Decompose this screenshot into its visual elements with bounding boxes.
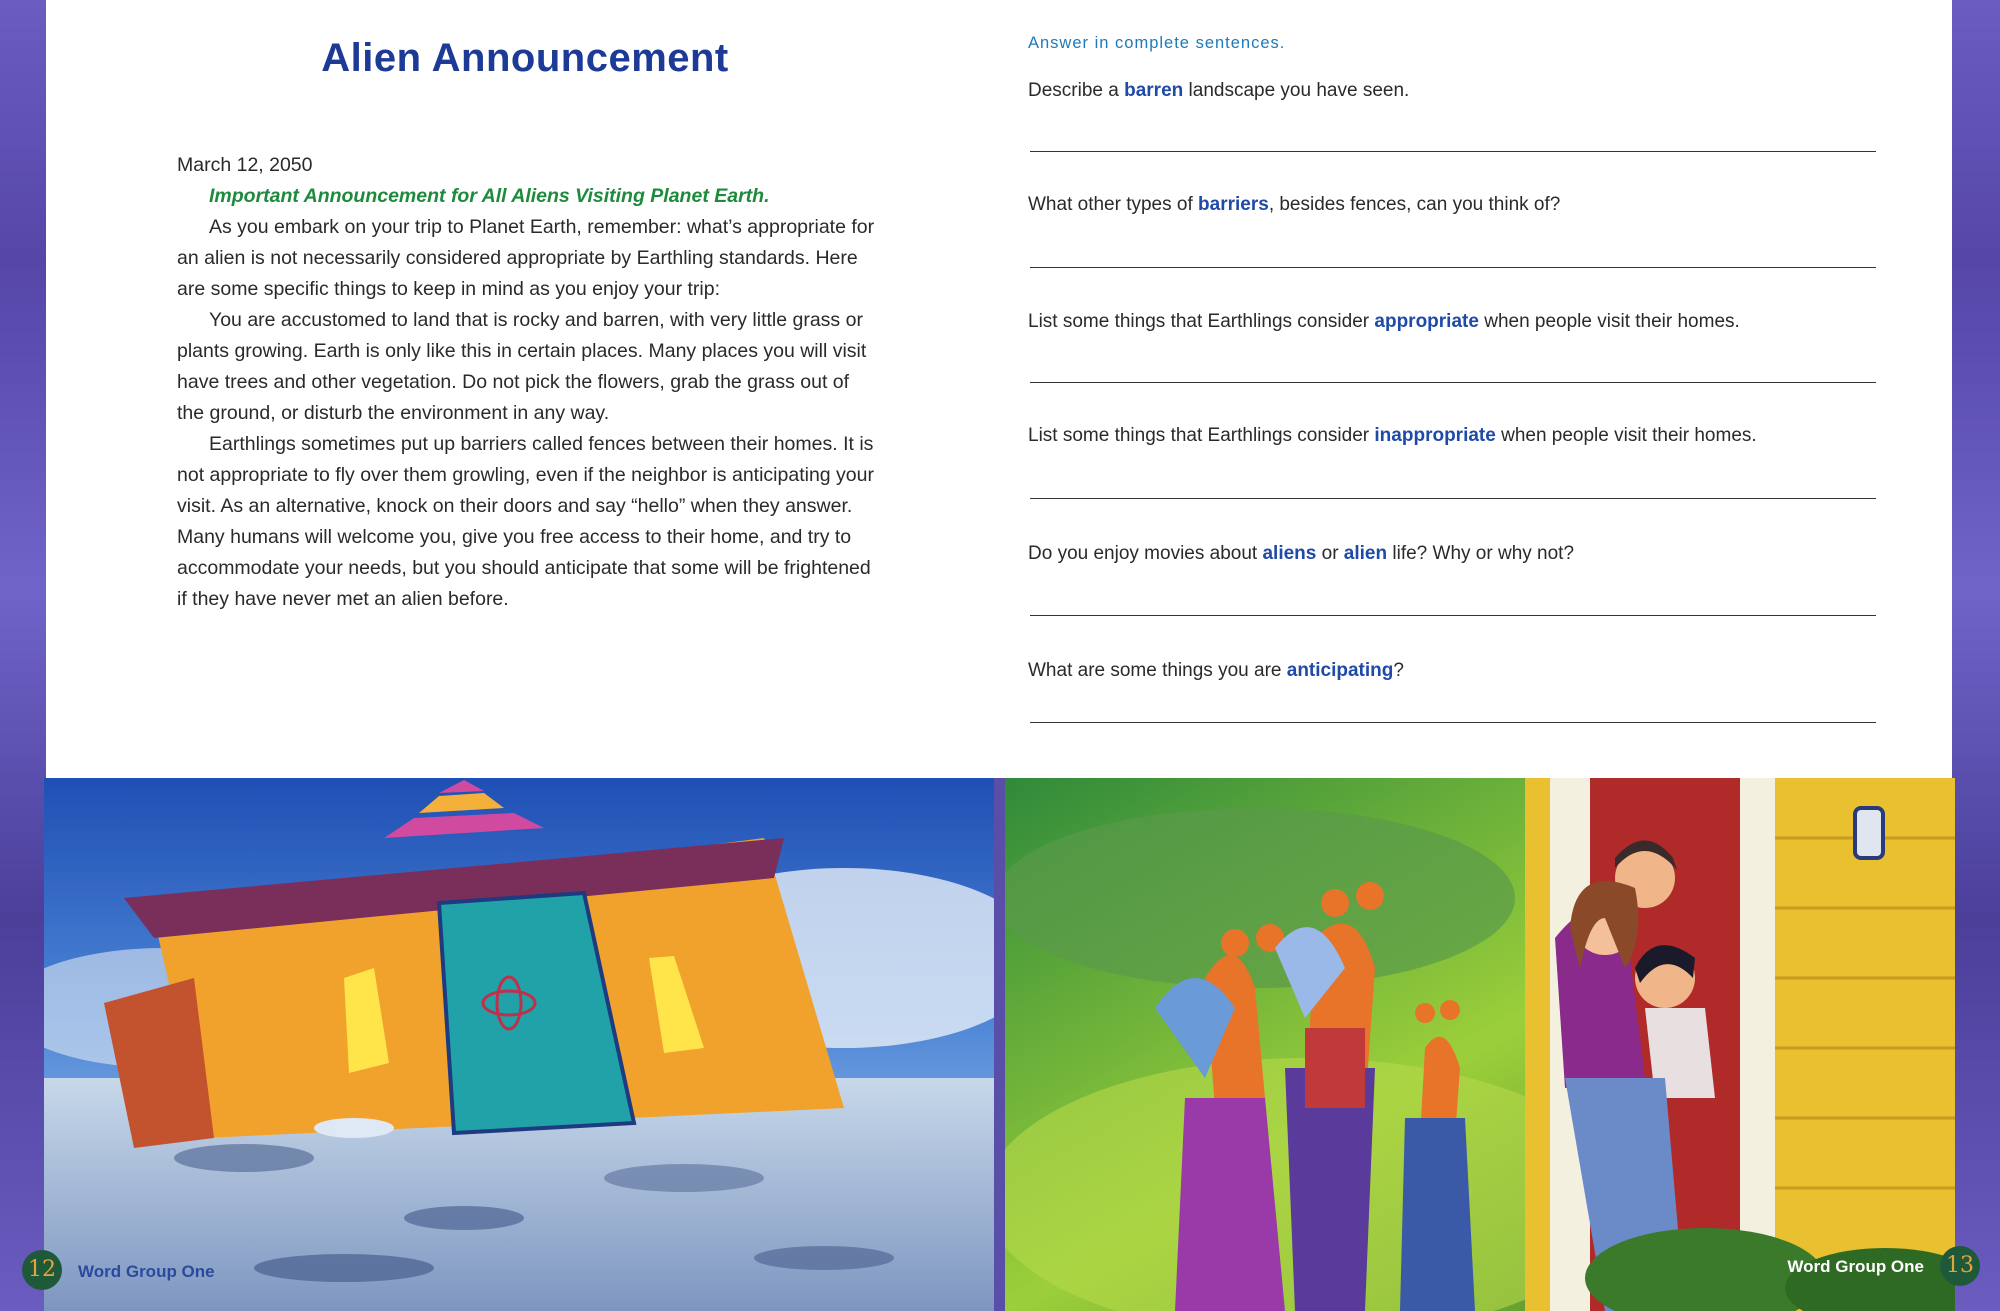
vocab-word: alien [1343,543,1388,564]
question-6: What are some things you are anticipating? [1028,660,1404,681]
aliens-at-door-picture [1005,778,1955,1311]
aliens-visit-illustration [1005,778,1955,1311]
vocab-word: anticipating [1286,660,1394,681]
announcement-headline: Important Announcement for All Aliens Visiting Planet Earth. [209,185,770,207]
question-3: List some things that Earthlings consider appropriate when people visit their homes. [1028,311,1740,332]
story-paragraph: You are accustomed to land that is rocky and barren, with very little grass or plants growing. Earth is only like this in certain places. Many places you will visit have trees and other vegetation. Do not pick the flowers, grab the grass out of the ground, or disturb the environment in any way. [177,309,867,424]
answer-line-5[interactable] [1030,615,1876,616]
answer-line-4[interactable] [1030,498,1876,499]
instruction-text: Answer in complete sentences. [1028,34,1286,52]
page-title: Alien Announcement [321,36,729,80]
announcement-date: March 12, 2050 [177,154,313,176]
question-4: List some things that Earthlings consider inappropriate when people visit their homes. [1028,425,1757,446]
story-paragraph: Earthlings sometimes put up barriers called fences between their homes. It is not appropriate to fly over them growling, even if the neighbor is anticipating your visit. As an alternative, knock on their doors and say “hello” when they answer. Many humans will welcome you, give you free access to their home, and try to accommodate your needs, but you should anticipate that some will be frightened if they have never met an alien before. [177,433,874,610]
vocab-word: appropriate [1374,311,1479,332]
answer-line-3[interactable] [1030,382,1876,383]
left-page-border [0,0,48,1311]
page-number: 12 [22,1250,62,1290]
question-2: What other types of barriers, besides fences, can you think of? [1028,194,1561,215]
answer-line-6[interactable] [1030,722,1876,723]
right-page-border [1952,0,2000,1311]
question-1: Describe a barren landscape you have seen. [1028,80,1410,101]
announcement-story [177,150,877,615]
page-number: 13 [1940,1246,1980,1286]
footer-label: Word Group One [1787,1257,1924,1276]
right-page [1000,0,2000,1311]
footer-label: Word Group One [78,1262,215,1281]
spaceship-picture [44,778,994,1311]
vocab-word: barriers [1198,194,1269,215]
vocab-word: aliens [1262,543,1317,564]
vocab-word: inappropriate [1374,425,1496,446]
answer-line-2[interactable] [1030,267,1876,268]
answer-line-1[interactable] [1030,151,1876,152]
story-paragraph: As you embark on your trip to Planet Earth, remember: what’s appropriate for an alien is not necessarily considered appropriate by Earthling standards. Here are some specific things to keep in mind as you enjoy your trip: [177,216,875,300]
vocab-word: barren [1124,80,1184,101]
question-5: Do you enjoy movies about aliens or alien life? Why or why not? [1028,543,1575,564]
spaceship-illustration [44,778,994,1311]
